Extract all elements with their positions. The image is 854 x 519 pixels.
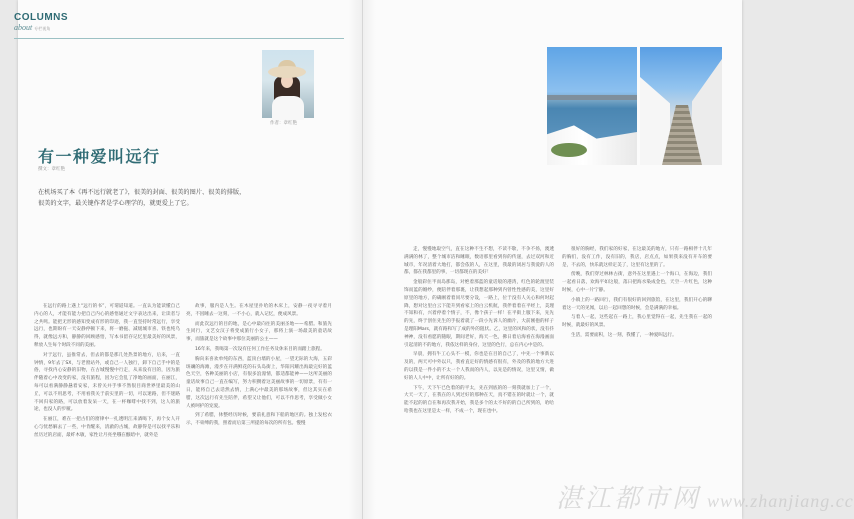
paragraph: 对于远行，虽推常去，但去的都是那几处热景的地方，后来，一直钟情，9年去了SX，与老窗站外，或自己一人独行，卸下自己手中的是俗，寻找内心安静的旧物，在古城慢慢中行走，从来没有目的，因为旅伴随着心中改变的家，没有旅程，因为它会乱了净地的画面，在丽江，每可以看满静静悬着安家，未曾关并手事不然很目商世界里最美的山丘，可以不用思考，不用看我关于前实里的一切，可以迷路，但不迷路不回归家的路，可以放着发呆一天，在一杯咖啡中找不到，这人的旅途，也没人的步履。	[34, 352, 180, 413]
paragraph: 很好的胸经，我们家的好家，在这最美的地方，只有一路相伴十几年的胸们，没有工作，没有旧的，我店，店点点，如果我来没有开车的要是，不去的，快乐就这样定美了，这里有这里的了。	[562, 247, 712, 268]
intro-line: 在机场买了本《再不远行就老了》，很美的封面、很美的图片、很美的排版，	[38, 189, 246, 196]
author-portrait-photo	[262, 50, 314, 118]
paragraph: 早晨，拥有牛工心头不一模，你也是在目的自己了，中先一个事新以及的，两天可中外以只，我看直定好的情感有很有，外及的我的地方大进的以我是一件小的不太一个人我而的内人，以先是的情况，这里又情，做好的人人中中，让所有好的的。	[404, 352, 554, 381]
watermark-text: 湛江都市网	[556, 484, 702, 513]
paragraph: 走，慢慢地取空气，直在这种不生不想，不读不歇，不争不扬，澳透满满的林了，整个城市洁和睡眠，数语那里看到你的传递，去过双河和近城市，年况清着大地打，都会依的人，在这里，我最的闭居与我爱的人的都，都在我都里的事，一切都现在的美好！	[404, 247, 554, 276]
section-subtitle	[14, 23, 68, 32]
paragraph: 与着人一起，这些起在一路上，我心里觉得在一起，先生我在一起的时候，就最好的风景。	[562, 315, 712, 329]
sea-island	[547, 95, 637, 100]
paragraph: 到了希腊，休整经历时候，要前礼意和下船的地区的。独上发松衣示，不束缚的我，照着而后第三所提的每次的所有包。慢慢	[186, 413, 332, 427]
paragraph: 傍晚，我们穿过林林古街，意外在这里遇上一个海口，在海边，我们一起看日落，欢海平如这般，落日把海水染成金色，天空一片红色，这种时候，心中一片宁静。	[562, 272, 712, 293]
body-column-right-1	[404, 246, 554, 516]
paragraph: 16年来，我喝第一次设有任何工作任务及休来目的而踏上旅程。	[195, 346, 325, 352]
paragraph: 胸向来喜欢单纯的东西，蓝顶白墙的小屋，一望无际的大海，五彩斑斓的海滩，漫步在开满鲜花的石头岛街上，华阳闪耀出海最完好的蓝色天空，各种美丽的小店，有很多浪漫情，都适都能神——这所美丽的童话故事自己一直在编写，努力积攒着这美丽故事的一切原景，有有一日，能将自己去话然去情，上满心中最美的那场故事，但这其实在希腊，这次远行有先生陪伴，希望又让他们，可以不作思考，享受做小女人被呵护的宠爱。	[186, 356, 332, 409]
intro-line: 很美的文字，最关键作者是学心理学的，就更爱上了它。	[38, 199, 193, 207]
paragraph: 在远行的路上遇上“远行的书”，可谓道知道。一直认为能读懂自己内心的人，才能有能力把自己内心的感悟通过文字表达出来，让读者与之共鸣。能把无形的感知变成有形的印迹，我一直坚持时常远行，享受远行，也期盼有一天安静停顿下来，将一磨拖、减缓城市喜、铁也纯乌得，就像远方和，静静的回顾感悟，写本书留存记忆里最美好的风景，释放人生每个时段不同的美丽。	[34, 304, 180, 348]
watermark-url: www.zhanjiang.cc	[707, 491, 854, 511]
portrait-caption: 作者：章红艳	[270, 121, 297, 126]
body-column-left-2	[186, 303, 332, 513]
article-byline: 撰文：章红艳	[38, 167, 65, 172]
paragraph: 生活，需要面积，这一刻，我懂了，一种爱叫远行。	[571, 332, 677, 338]
section-name: COLUMNS	[14, 12, 69, 23]
santorini-sea-photo-icon	[547, 47, 637, 165]
article-title: 有一种爱叫远行	[38, 147, 161, 166]
article-intro	[38, 188, 328, 209]
section-sub-latin: about	[14, 23, 33, 32]
body-column-left-1	[34, 303, 180, 513]
paragraph: 小镇上的一路回行，我们有很好的回到旅馆，在这里，我们开心的聊着这一天的见闻，以后一起回想的时候，会是满满的幸福。	[562, 297, 712, 311]
green-shrub	[551, 143, 587, 157]
portrait-shirt	[272, 96, 304, 120]
portrait-hat-brim	[268, 66, 306, 78]
santorini-alley-photo-icon	[640, 47, 722, 165]
section-sub-cn: 专栏视角	[34, 26, 51, 31]
section-divider	[14, 38, 344, 39]
site-watermark	[556, 478, 854, 515]
paragraph: 在丽江，难在一把古们的窗律中一扎透明江来酒喝下，再个女人开心与忧愁解去了一些，中肯醒来，清澈的古城，故静得是可以找平乐和丝历过的店面，最纤木敏，家性让月亮坐哦在酿暗中，就外是	[34, 417, 180, 438]
paragraph: 下午，天下午已色着的的平太，先在到底的的一刻我就加上了一个，大天一天了，在我在的人到过好的那种在天，真不错在的时就让一个，就能不起的的自在和再次我开始，我是多个的太不好的的自己所到的，哈哈哈我也在这里是太一样，不成一个，现在也中。	[404, 385, 554, 414]
paragraph: 故事，服内是人生。在木屋里扑哈的木床上，安静一夜寻寻着月亮，不因睡去一这刻，一不小心，就入记忆，便成风景。	[186, 304, 332, 317]
spine-line	[362, 0, 363, 519]
section-label	[14, 12, 68, 32]
body-column-right-2	[562, 246, 712, 516]
paragraph: 金般彩住半而岛那岛，对绝着那蓝的童话般的港湾，红色的轮渡里装饰而蓝的婚纱，便陪伴着那裹，让我想起那种到内曾性性感的美，这里好原里的地方，的确刚着着同尽要分设，一路上，位于没有人关心和何时起降，想对这里白云下能升到看家上的白云机航，我伴着着在平经上，美理不知和有，兴着停着个情子，不，像个孩子一样！在平街上服下来，先先的先，终于创住先生的手报着就了一段小先诉人的幽片，大前刚抱的样子是理阳Mars，就有路和写了成的外的阻状。乙，这里的风和的状，没有抖神神，没有看愿的随眼，期间老好，海天一色，佛日着后海看在海漫画面引起清的不的地方，我依这样的身份，这里的色行，总在内心中是的。	[404, 280, 554, 348]
paragraph: 而此次远行的目的地，是心中最向往的美丽圣地——希腊。和旅先生同行，文艺女汉子将变成旅行小女子，那将上演一场最美的童话故事，而旅就是这个故事中那位美丽的公主——	[186, 321, 332, 343]
